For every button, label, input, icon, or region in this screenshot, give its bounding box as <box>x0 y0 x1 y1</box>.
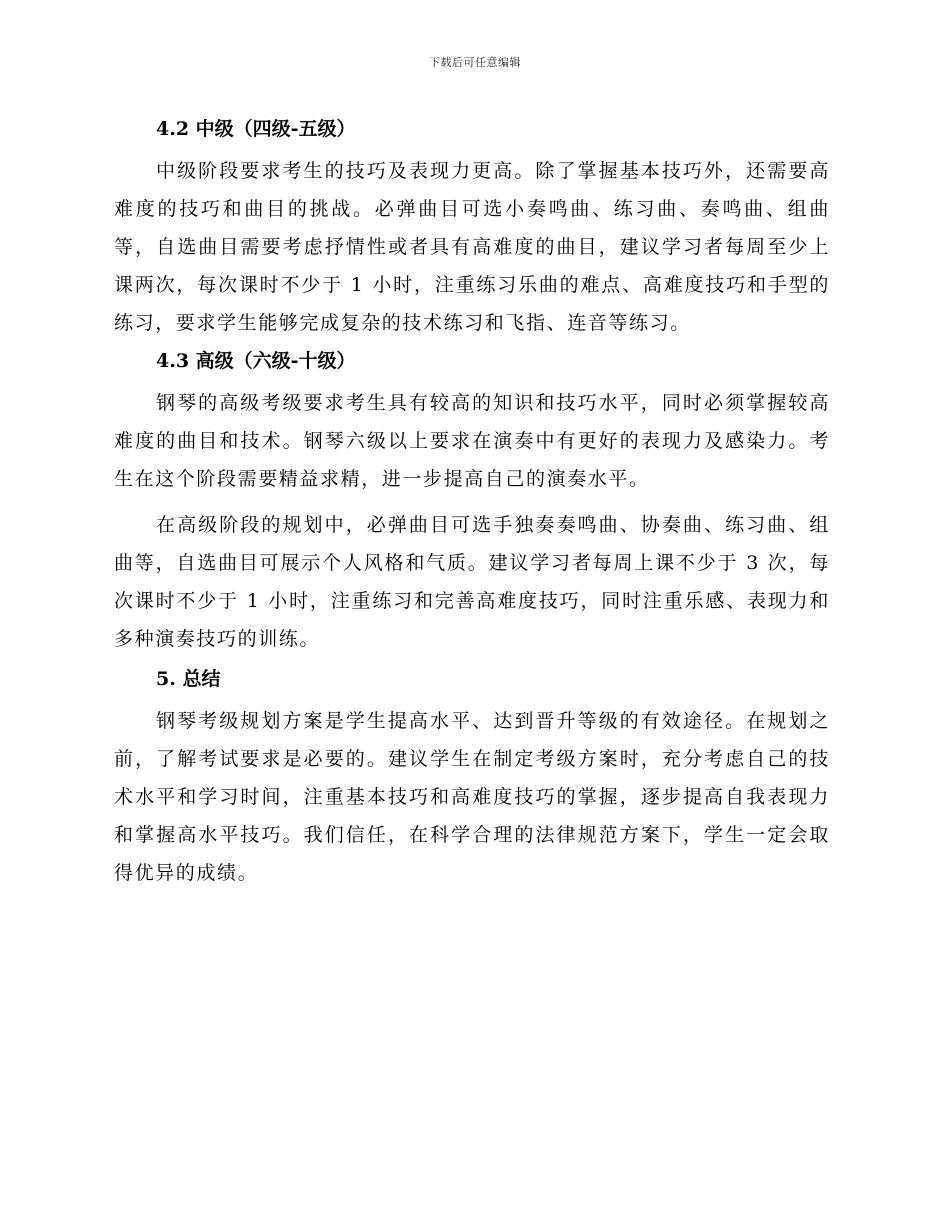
section-heading-4-3: 4.3 高级（六级-十级） <box>156 350 356 372</box>
paragraph-advanced-requirements: 钢琴的高级考级要求考生具有较高的知识和技巧水平，同时必须掌握较高难度的曲目和技术。钢琴六级以上要求在演奏中有更好的表现力及感染力。考生在这个阶段需要精益求精，进一步提高自己的演奏水平。 <box>114 392 830 490</box>
section-heading-4-2: 4.2 中级（四级-五级） <box>156 118 356 140</box>
section-heading-5: 5. 总结 <box>156 668 221 690</box>
header-note: 下载后可任意编辑 <box>429 56 521 69</box>
paragraph-intermediate: 中级阶段要求考生的技巧及表现力更高。除了掌握基本技巧外，还需要高难度的技巧和曲目的挑战。必弹曲目可选小奏鸣曲、练习曲、奏鸣曲、组曲等，自选曲目需要考虑抒情性或者具有高难度的曲目，建议学习者每周至少上课两次，每次课时不少于 1 小时，注重练习乐曲的难点、高难度技巧和手型的练习，要求学生能够完成复杂的技术练习和飞指、连音等练习。 <box>114 160 830 334</box>
paragraph-summary: 钢琴考级规划方案是学生提高水平、达到晋升等级的有效途径。在规划之前，了解考试要求是必要的。建议学生在制定考级方案时，充分考虑自己的技术水平和学习时间，注重基本技巧和高难度技巧的掌握，逐步提高自我表现力和掌握高水平技巧。我们信任，在科学合理的法律规范方案下，学生一定会取得优异的成绩。 <box>114 710 830 884</box>
paragraph-advanced-plan: 在高级阶段的规划中，必弹曲目可选手独奏奏鸣曲、协奏曲、练习曲、组曲等，自选曲目可展示个人风格和气质。建议学习者每周上课不少于 3 次，每次课时不少于 1 小时，注重练习和完善高难度技巧，同时注重乐感、表现力和多种演奏技巧的训练。 <box>114 514 830 650</box>
document-body <box>114 110 830 892</box>
